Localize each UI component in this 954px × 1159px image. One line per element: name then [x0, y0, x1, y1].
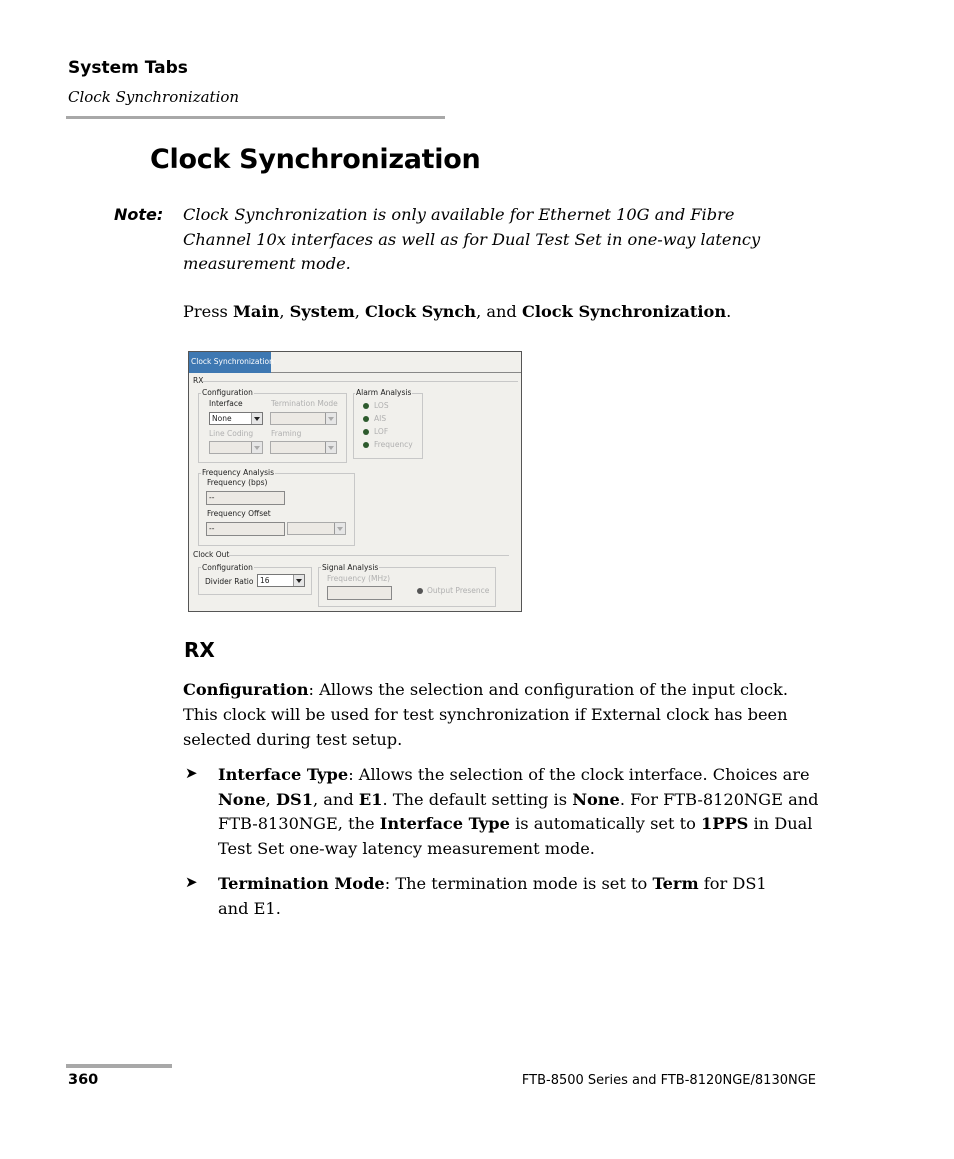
note-text [183, 203, 803, 277]
line-coding-select[interactable] [209, 441, 263, 454]
header-rule [66, 116, 445, 119]
note-line: measurement mode. [183, 254, 351, 273]
rx-label: RX [193, 376, 204, 385]
frequency-mhz-label: Frequency (MHz) [327, 574, 391, 583]
framing-select[interactable] [270, 441, 337, 454]
alarm-frequency-label: Frequency [374, 440, 413, 449]
configuration-label: Configuration [202, 388, 253, 397]
frequency-offset-label: Frequency Offset [207, 509, 271, 518]
clock-out-label: Clock Out [193, 550, 230, 559]
chevron-down-icon [334, 523, 345, 534]
interface-label: Interface [209, 399, 243, 408]
menu-main: Main [232, 302, 280, 321]
alarm-analysis-label: Alarm Analysis [356, 388, 412, 397]
press-instruction: Press Main, System, Clock Synch, and Clock Synchronization. [183, 302, 732, 321]
menu-clock-synch: Clock Synch [365, 302, 477, 321]
divider-ratio-select[interactable]: 16 [257, 574, 305, 587]
note-label: Note: [114, 205, 164, 224]
bullet-arrow-icon: ➤ [185, 764, 198, 782]
frequency-led-icon [363, 442, 369, 448]
interface-select[interactable]: None [209, 412, 263, 425]
output-presence-label: Output Presence [427, 586, 490, 595]
rx-heading: RX [184, 638, 215, 662]
framing-label: Framing [271, 429, 302, 438]
bullet-termination-mode: Termination Mode: The termination mode is set to Term for DS1 and E1. [218, 874, 767, 918]
frequency-bps-label: Frequency (bps) [207, 478, 268, 487]
note-line: Channel 10x interfaces as well as for Dual Test Set in one-way latency [183, 229, 761, 249]
output-presence-led-icon [417, 588, 423, 594]
document-title: FTB-8500 Series and FTB-8120NGE/8130NGE [521, 1073, 816, 1088]
chevron-down-icon [251, 442, 262, 453]
configuration-paragraph: Configuration: Allows the selection and configuration of the input clock. This clock will be used for test synchronization if External clock has been selected during test setup. [183, 680, 788, 749]
bullet-interface-type: Interface Type: Allows the selection of the clock interface. Choices are None, DS1, and E1. The default setting is None. For FTB-8120NGE and FTB-8130NGE, the Interface Type is automatically set to 1PPS in Dual Test Set one-way latency measurement mode. [218, 765, 819, 859]
menu-clock-synchronization: Clock Synchronization [521, 302, 727, 321]
section-heading: Clock Synchronization [150, 144, 481, 175]
chevron-down-icon [325, 413, 336, 424]
line-coding-label: Line Coding [209, 429, 254, 438]
signal-analysis-label: Signal Analysis [322, 563, 379, 572]
configuration-term: Configuration [183, 680, 309, 699]
menu-system: System [289, 302, 355, 321]
footer-rule [66, 1064, 172, 1068]
frequency-offset-unit-select[interactable] [287, 522, 346, 535]
lof-led-icon [363, 429, 369, 435]
clock-sync-screenshot [188, 351, 522, 612]
frequency-mhz-field [327, 586, 392, 600]
chevron-down-icon [251, 413, 262, 424]
termination-mode-label: Termination Mode [271, 399, 338, 408]
frequency-bps-field: -- [206, 491, 285, 505]
running-header-subtitle: Clock Synchronization [68, 88, 240, 106]
page-number: 360 [68, 1072, 99, 1088]
chevron-down-icon [293, 575, 304, 586]
los-led-icon [363, 403, 369, 409]
clock-out-configuration-label: Configuration [202, 563, 253, 572]
running-header-title: System Tabs [68, 58, 188, 78]
alarm-los-label: LOS [374, 401, 389, 410]
chevron-down-icon [325, 442, 336, 453]
alarm-ais-label: AIS [374, 414, 387, 423]
frequency-offset-field: -- [206, 522, 285, 536]
frequency-analysis-label: Frequency Analysis [202, 468, 275, 477]
alarm-lof-label: LOF [374, 427, 389, 436]
termination-mode-select[interactable] [270, 412, 337, 425]
ais-led-icon [363, 416, 369, 422]
bullet-arrow-icon: ➤ [185, 873, 198, 891]
note-line: Clock Synchronization is only available for Ethernet 10G and Fibre [183, 205, 735, 224]
divider-ratio-label: Divider Ratio [205, 577, 254, 586]
tab-clock-synchronization[interactable]: Clock Synchronization [189, 352, 271, 373]
